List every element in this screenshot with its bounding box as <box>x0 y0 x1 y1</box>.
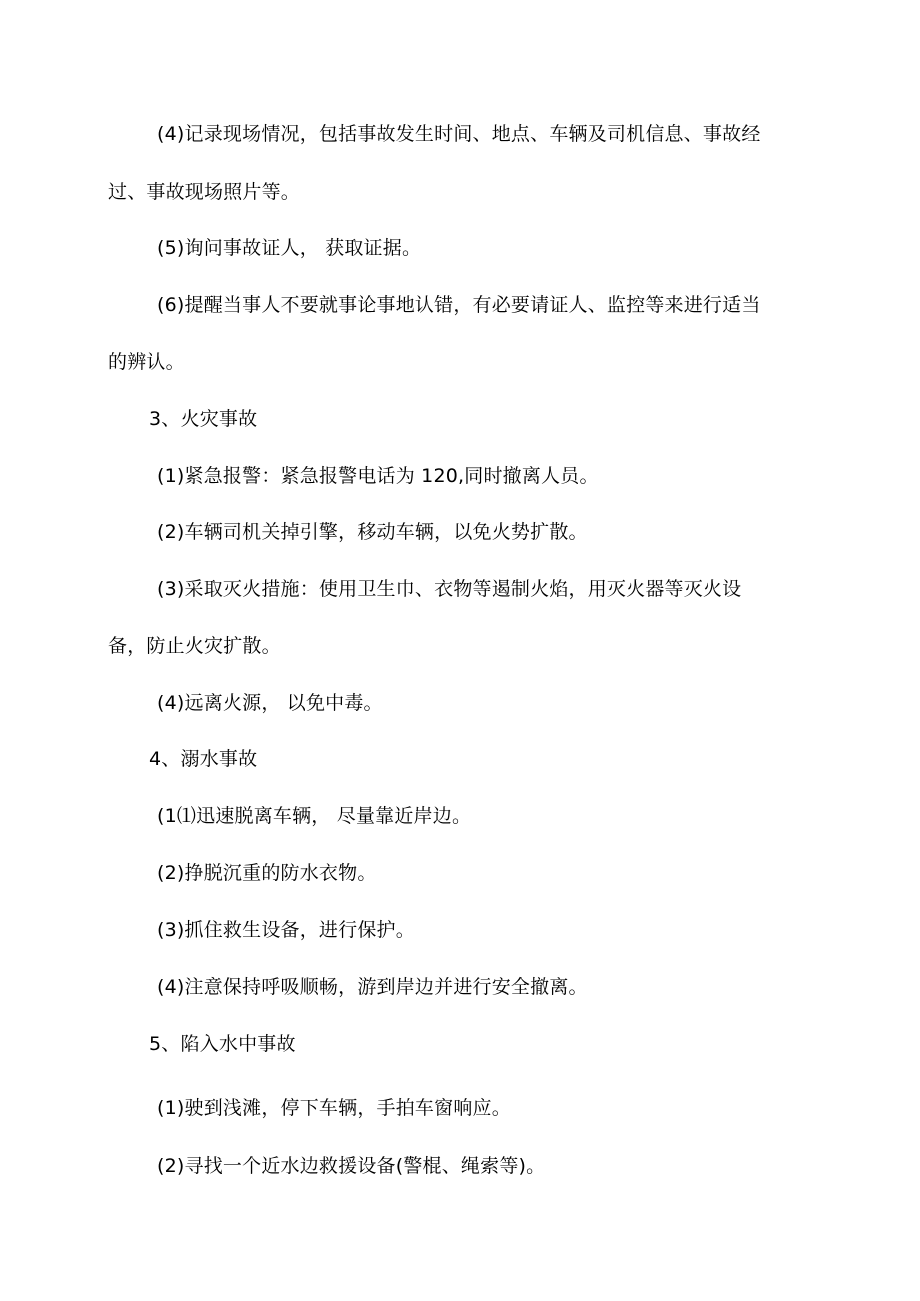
paragraph-line: 的辨认。 <box>108 351 185 373</box>
paragraph-line: (4)记录现场情况，包括事故发生时间、地点、车辆及司机信息、事故经 <box>157 123 761 145</box>
section-heading: 5、陷入水中事故 <box>149 1033 296 1055</box>
paragraph-line: (1⑴迅速脱离车辆， 尽量靠近岸边。 <box>157 805 472 827</box>
paragraph-line: 过、事故现场照片等。 <box>108 181 301 203</box>
paragraph-line: (3)采取灭火措施：使用卫生巾、衣物等遏制火焰，用灭火器等灭火设 <box>157 578 742 600</box>
paragraph-line: (1)驶到浅滩，停下车辆，手拍车窗响应。 <box>157 1097 511 1119</box>
paragraph-line: 备，防止火灾扩散。 <box>108 635 281 657</box>
paragraph-line: (4)注意保持呼吸顺畅，游到岸边并进行安全撤离。 <box>157 976 588 998</box>
paragraph-line: (6)提醒当事人不要就事论事地认错，有必要请证人、监控等来进行适当 <box>157 294 761 316</box>
paragraph-line: (3)抓住救生设备，进行保护。 <box>157 919 415 941</box>
paragraph-line: (2)挣脱沉重的防水衣物。 <box>157 862 377 884</box>
paragraph-line: (5)询问事故证人， 获取证据。 <box>157 237 422 259</box>
paragraph-line: (4)远离火源， 以免中毒。 <box>157 692 383 714</box>
section-heading: 3、火灾事故 <box>149 408 258 430</box>
paragraph-line: (2)寻找一个近水边救援设备(警棍、绳索等)。 <box>157 1155 546 1177</box>
section-heading: 4、溺水事故 <box>149 748 258 770</box>
paragraph-line: (2)车辆司机关掉引擎，移动车辆，以免火势扩散。 <box>157 521 588 543</box>
paragraph-line: (1)紧急报警：紧急报警电话为 120,同时撤离人员。 <box>157 465 599 487</box>
